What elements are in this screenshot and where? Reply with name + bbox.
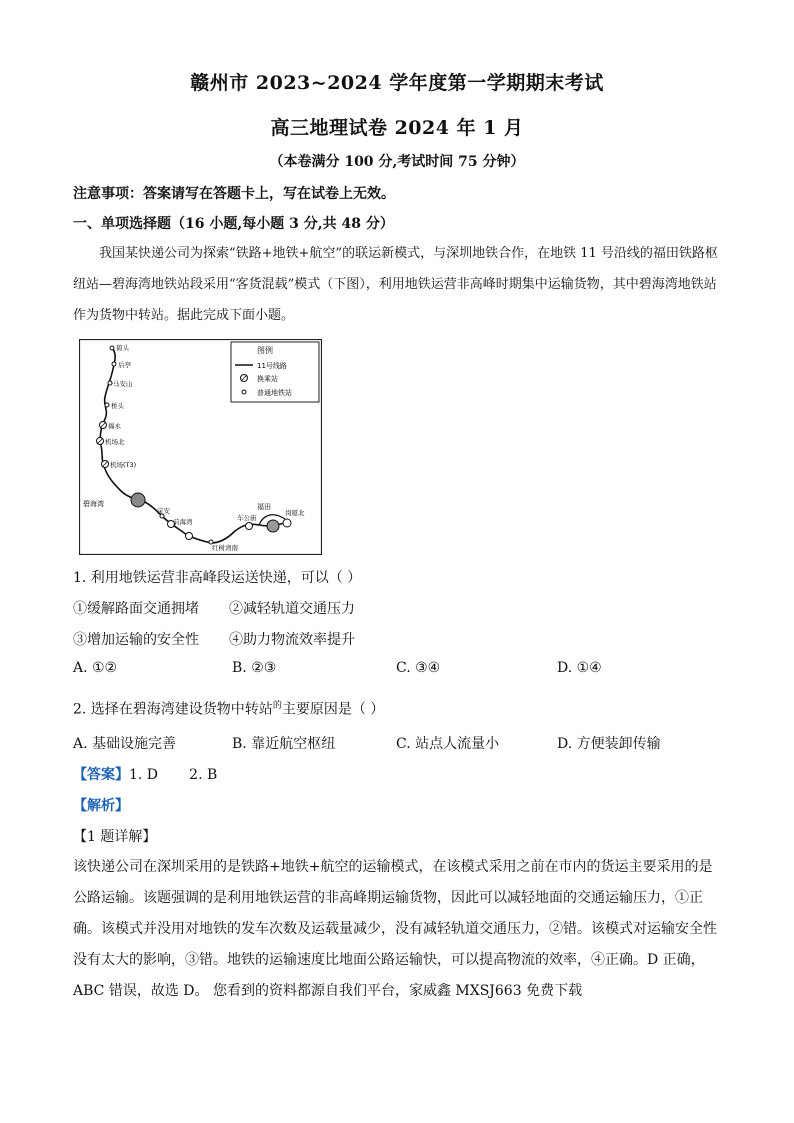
bihaiwan-hub (131, 493, 145, 507)
q2-option-a: A. 基础设施完善 (73, 736, 177, 752)
station-label: 红树湾南 (212, 544, 238, 552)
station-label: 岗厦北 (285, 509, 305, 517)
detail-label: 【1 题详解】 (73, 829, 157, 845)
station-label: 碧海湾 (83, 500, 104, 508)
q1-stem: 1. 利用地铁运营非高峰段运送快递，可以（ ） (73, 570, 362, 586)
station-label: 碧头 (116, 344, 129, 352)
station-label: 机场北 (105, 438, 125, 446)
q1-statement-3: ③增加运输的安全性 (73, 632, 199, 648)
station-label: 福田 (257, 503, 271, 511)
answer-text: 1. D 2. B (129, 767, 218, 783)
q2-option-d: D. 方便装卸传输 (557, 736, 661, 752)
station-label: 马安山 (113, 380, 133, 388)
station-label: 机场(T3) (110, 461, 137, 469)
q2-stem-sup: 的 (272, 701, 282, 711)
intro-paragraph: 我国某快递公司为探索“铁路+地铁+航空”的联运新模式，与深圳地铁合作，在地铁 11 号沿线的福田铁路枢纽站—碧海湾地铁站段采用“客货混载”模式（下图），利用地铁运营非高峰时期集中运输货物，其中碧海湾地铁站作为货物中转站。据此完成下面小题。 (73, 246, 718, 323)
q1-option-c: C. ③④ (396, 660, 441, 676)
q2-stem-text: 2. 选择在碧海湾建设货物中转站 (73, 701, 273, 718)
exam-subtitle: 高三地理试卷 2024 年 1 月 (270, 117, 524, 139)
station-label: 前海湾 (173, 518, 193, 526)
q1-statement-4: ④助力物流效率提升 (229, 632, 355, 648)
legend-title: 图例 (257, 346, 273, 355)
q2-option-b: B. 靠近航空枢纽 (232, 736, 336, 752)
notice: 注意事项：答案请写在答题卡上，写在试卷上无效。 (73, 186, 395, 202)
station-label: 福永 (108, 422, 121, 430)
exam-title: 赣州市 2023~2024 学年度第一学期期末考试 (190, 72, 604, 94)
exam-note: （本卷满分 100 分,考试时间 75 分钟） (269, 154, 525, 170)
legend-item-station: 普通地铁站 (257, 389, 292, 397)
legend-item-transfer: 换乘站 (257, 375, 278, 383)
station-label: 宝安 (157, 507, 170, 515)
answer-label: 【答案】 (73, 767, 129, 783)
station-label: 后亭 (118, 361, 131, 369)
q1-option-b: B. ②③ (232, 660, 277, 676)
station-label: 车公庙 (237, 514, 257, 522)
answer-line (73, 764, 217, 784)
q1-statement-1: ①缓解路面交通拥堵 (73, 601, 199, 617)
q2-stem-tail: 主要原因是（ ） (281, 701, 385, 718)
section-title: 一、单项选择题（16 小题,每小题 3 分,共 48 分） (73, 216, 394, 232)
detail-paragraph: 该快递公司在深圳采用的是铁路+地铁+航空的运输模式，在该模式采用之前在市内的货运主要采用的是公路运输。该题强调的是利用地铁运营的非高峰期运输货物，因此可以减轻地面的交通运输压力，①正确。该模式并没用对地铁的发车次数及运载量减少，没有减轻轨道交通压力，②错。该模式对运输安全性没有太大的影响，③错。地铁的运输速度比地面公路运输快，可以提高物流的效率，④正确。D 正确，ABC 错误，故选 D。 您看到的资料都源自我们平台，家威鑫 MXSJ663 免费下载 (73, 859, 717, 999)
q2-stem (73, 698, 384, 719)
q1-statement-2: ②减轻轨道交通压力 (229, 601, 355, 617)
station-label: 桥头 (111, 402, 124, 410)
q1-option-a: A. ①② (73, 660, 118, 676)
metro-line-map (79, 339, 322, 555)
q2-option-c: C. 站点人流量小 (396, 736, 500, 752)
legend-station-symbol (242, 390, 246, 394)
legend-item-line: 11号线路 (257, 362, 287, 370)
analysis-label: 【解析】 (73, 798, 129, 814)
q1-option-d: D. ①④ (557, 660, 602, 676)
